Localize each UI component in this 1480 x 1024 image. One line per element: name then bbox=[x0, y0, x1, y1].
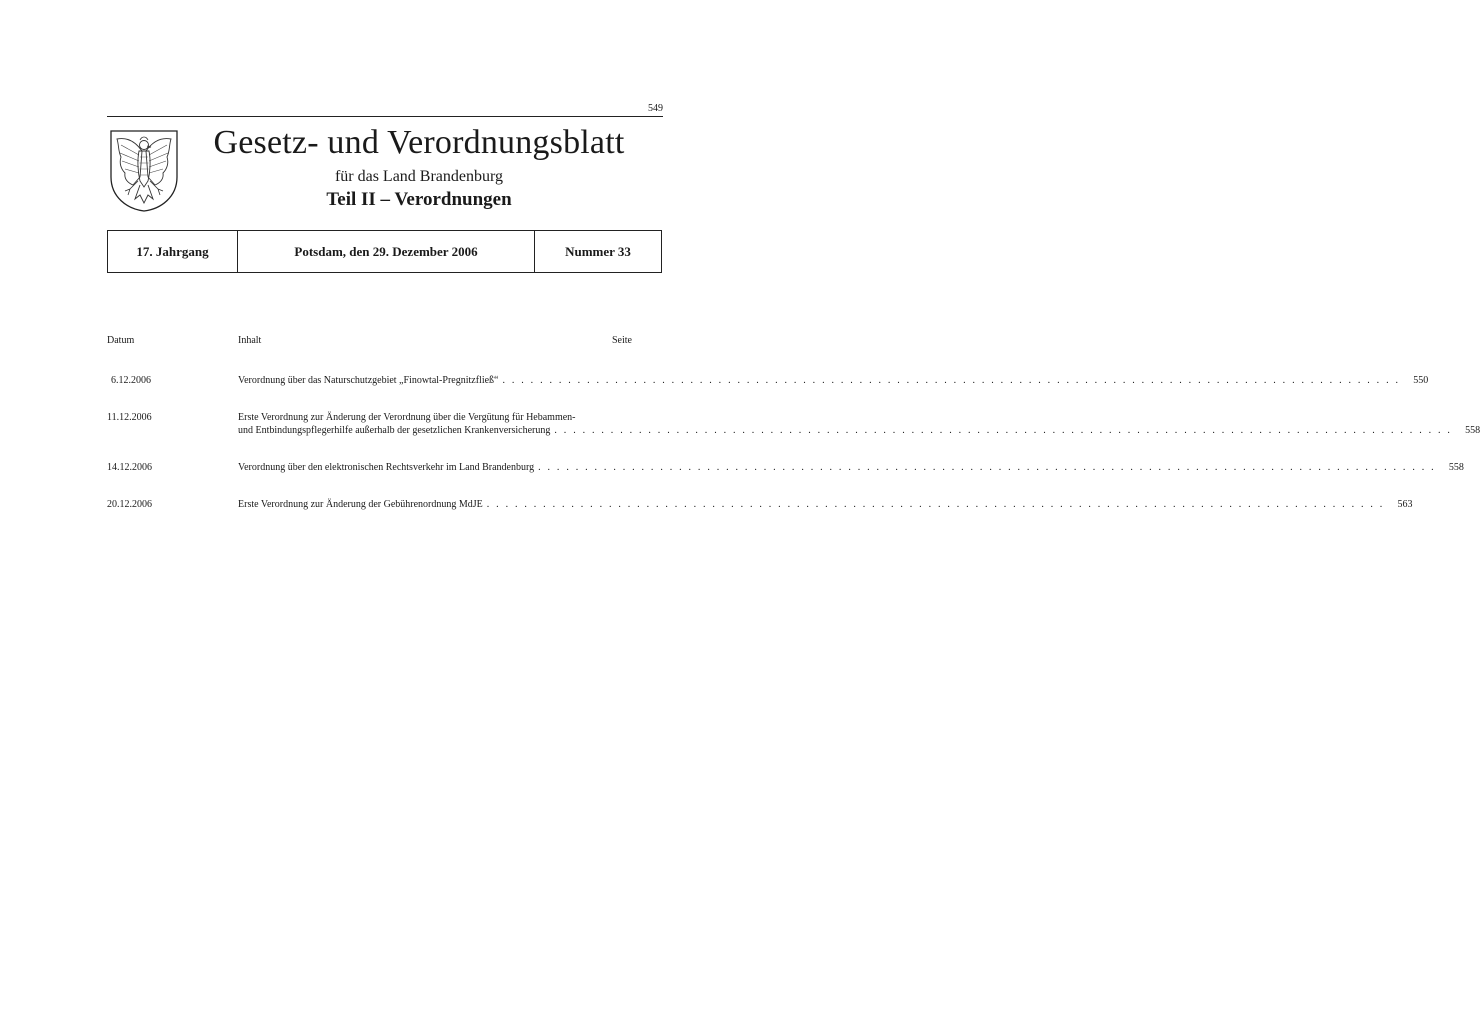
dot-leader bbox=[502, 374, 1400, 387]
toc-entry[interactable] bbox=[107, 498, 1413, 511]
issue-info-box bbox=[107, 230, 662, 273]
toc-entry-page: 563 bbox=[1397, 499, 1413, 510]
toc-header-page: Seite bbox=[612, 335, 632, 346]
toc-entry-line bbox=[238, 411, 1480, 424]
toc-entry-title: Verordnung über das Naturschutzgebiet „Finowtal-Pregnitzfließ“ bbox=[238, 375, 499, 386]
toc-entry-page: 558 bbox=[1448, 462, 1464, 473]
issue-volume: 17. Jahrgang bbox=[108, 231, 238, 272]
toc-entry-line bbox=[238, 374, 1428, 387]
journal-title: Gesetz- und Verordnungsblatt bbox=[213, 124, 625, 161]
toc-entry[interactable] bbox=[107, 461, 1464, 474]
toc-entry[interactable] bbox=[107, 374, 1429, 387]
table-of-contents bbox=[107, 335, 1480, 535]
dot-leader bbox=[554, 424, 1452, 437]
toc-entry[interactable] bbox=[107, 411, 1480, 437]
toc-entry-title: Erste Verordnung zur Änderung der Gebührenordnung MdJE bbox=[238, 499, 483, 510]
toc-header-date: Datum bbox=[107, 335, 135, 346]
issue-place-date: Potsdam, den 29. Dezember 2006 bbox=[238, 231, 535, 272]
toc-entry-date: 11.12.2006 bbox=[107, 412, 152, 423]
header-rule bbox=[107, 116, 663, 117]
toc-entry-line bbox=[238, 498, 1412, 511]
toc-header-content: Inhalt bbox=[238, 335, 262, 346]
toc-header-row bbox=[107, 335, 632, 349]
toc-entry-content bbox=[238, 498, 1412, 511]
journal-subtitle: für das Land Brandenburg bbox=[334, 168, 504, 185]
toc-entry-content bbox=[238, 461, 1464, 474]
toc-entry-date: 14.12.2006 bbox=[107, 462, 152, 473]
toc-entry-date: 6.12.2006 bbox=[111, 375, 151, 386]
page-number: 549 bbox=[648, 103, 663, 114]
toc-entry-content bbox=[238, 374, 1428, 387]
toc-entry-line bbox=[238, 424, 1480, 437]
toc-entry-date: 20.12.2006 bbox=[107, 499, 152, 510]
toc-entry-title: Verordnung über den elektronischen Rechtsverkehr im Land Brandenburg bbox=[238, 462, 535, 473]
dot-leader bbox=[538, 461, 1436, 474]
toc-entry-line bbox=[238, 461, 1464, 474]
toc-entry-title: Erste Verordnung zur Änderung der Verordnung über die Vergütung für Hebammen- bbox=[238, 412, 576, 423]
dot-leader bbox=[487, 498, 1385, 511]
issue-number: Nummer 33 bbox=[565, 243, 631, 259]
toc-entry-title-continued: und Entbindungspflegerhilfe außerhalb der gesetzlichen Krankenversicherung bbox=[238, 425, 551, 436]
toc-entry-page: 558 bbox=[1465, 425, 1480, 436]
journal-part: Teil II – Verordnungen bbox=[326, 189, 512, 210]
toc-entry-content bbox=[238, 411, 1480, 437]
toc-entry-page: 550 bbox=[1413, 375, 1429, 386]
